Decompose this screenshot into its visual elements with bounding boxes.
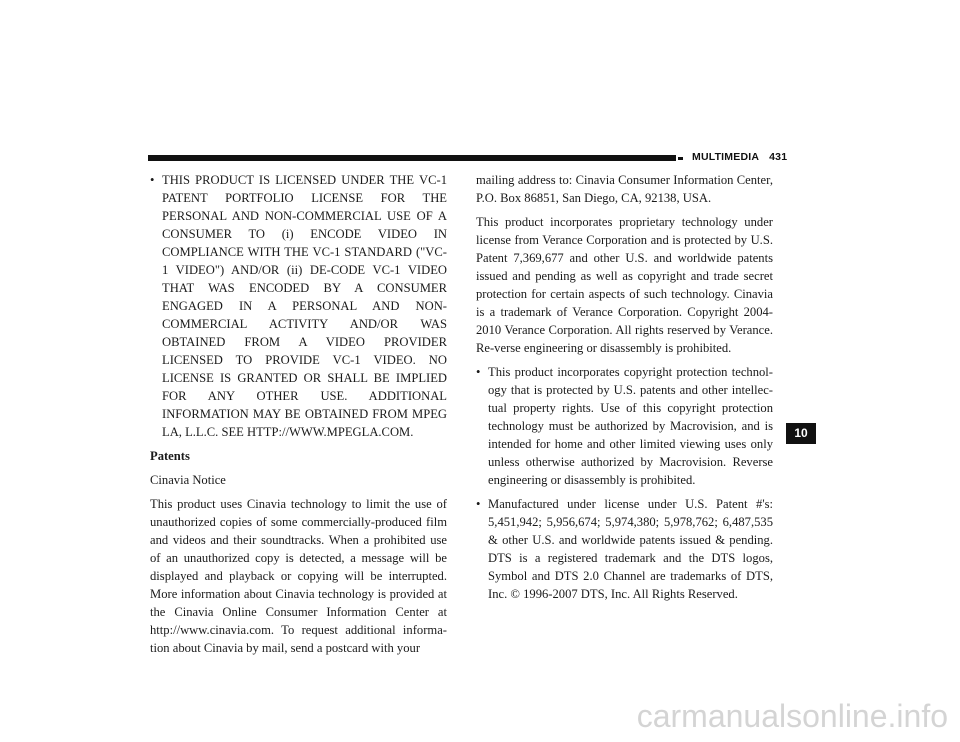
bullet-icon: • xyxy=(476,365,481,379)
mailing-address-paragraph: mailing address to: Cinavia Consumer Information Center, P.O. Box 86851, San Diego, CA, 92138, USA. xyxy=(476,173,773,205)
bullet-icon: • xyxy=(150,173,155,187)
bullet-icon: • xyxy=(476,497,481,511)
dts-bullet xyxy=(476,495,773,603)
patents-heading: Patents xyxy=(150,449,190,463)
chapter-tab: 10 xyxy=(786,423,816,444)
watermark: carmanualsonline.info xyxy=(636,698,948,734)
macrovision-bullet-text: This product incorporates copyright protection technol-ogy that is protected by U.S. patents and other intellec-tual property rights. Use of this copyright protection technology must be authorized by Macrovision, and is intended for home and other limited viewing uses only unless otherwise authorized by Macrovision. Reverse engineering or disassembly is prohibited. xyxy=(488,365,773,487)
cinavia-notice-title: Cinavia Notice xyxy=(150,473,226,487)
header-rule-tick xyxy=(678,157,683,160)
license-bullet xyxy=(150,171,447,441)
macrovision-bullet xyxy=(476,363,773,489)
right-column xyxy=(476,171,773,609)
left-column xyxy=(150,171,447,663)
header-rule xyxy=(148,155,676,161)
cinavia-paragraph: This product uses Cinavia technology to limit the use of unauthorized copies of some commercially-produced film and videos and their soundtracks. When a prohibited use of an unauthorized copy is detected, a message will be displayed and playback or copying will be interrupted. More information about Cinavia technology is provided at the Cinavia Online Consumer Information Center at http://www.cinavia.com. To request additional informa-tion about Cinavia by mail, send a postcard with your xyxy=(150,497,447,655)
section-title: MULTIMEDIA xyxy=(692,151,760,163)
verance-paragraph: This product incorporates proprietary technology under license from Verance Corporation and is protected by U.S. Patent 7,369,677 and other U.S. and worldwide patents issued and pending as well as copyright and trade secret protection for certain aspects of such technology. Cinavia is a trademark of Verance Corporation. Copyright 2004-2010 Verance Corporation. All rights reserved by Verance. Re-verse engineering or disassembly is prohibited. xyxy=(476,215,773,355)
page-number: 431 xyxy=(769,151,788,163)
running-header xyxy=(692,151,787,163)
dts-bullet-text: Manufactured under license under U.S. Patent #'s: 5,451,942; 5,956,674; 5,974,380; 5,978,762; 6,487,535 & other U.S. and worldwide patents issued & pending. DTS is a registered trademark and the DTS logos, Symbol and DTS 2.0 Channel are trademarks of DTS, Inc. © 1996-2007 DTS, Inc. All Rights Reserved. xyxy=(488,497,773,601)
license-bullet-text: THIS PRODUCT IS LICENSED UNDER THE VC-1 PATENT PORTFOLIO LICENSE FOR THE PERSONAL AND NON-COMMERCIAL USE OF A CONSUMER TO (i) ENCODE VIDEO IN COMPLIANCE WITH THE VC-1 STANDARD ("VC-1 VIDEO") AND/OR (ii) DE-CODE VC-1 VIDEO THAT WAS ENCODED BY A CONSUMER ENGAGED IN A PERSONAL AND NON-COMMERCIAL ACTIVITY AND/OR WAS OBTAINED FROM A VIDEO PROVIDER LICENSED TO PROVIDE VC-1 VIDEO. NO LICENSE IS GRANTED OR SHALL BE IMPLIED FOR ANY OTHER USE. ADDITIONAL INFORMATION MAY BE OBTAINED FROM MPEG LA, L.L.C. SEE HTTP://WWW.MPEGLA.COM. xyxy=(162,173,447,439)
